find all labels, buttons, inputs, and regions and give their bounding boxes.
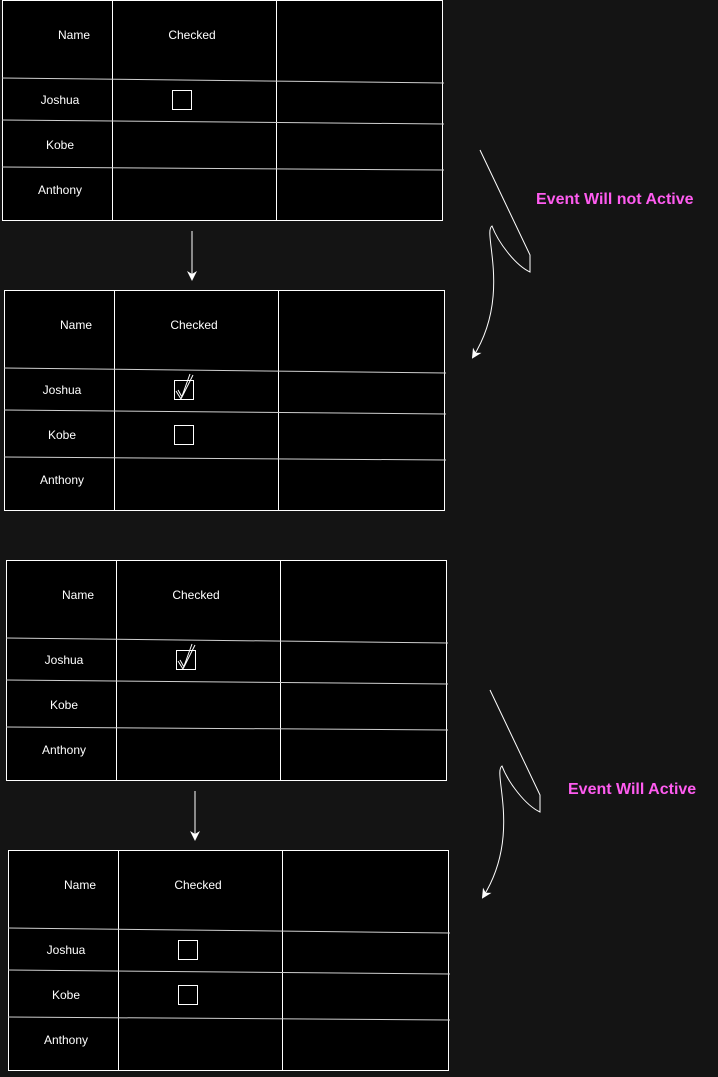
row-name: Kobe (49, 698, 79, 712)
column-header: Checked (174, 878, 222, 892)
row-name: Anthony (37, 183, 83, 197)
annotation-event-not-active: Event Will not Active (536, 191, 694, 208)
row-name: Anthony (43, 1033, 89, 1047)
row-name: Joshua (46, 943, 86, 957)
column-header: Checked (168, 28, 216, 42)
row-name: Joshua (42, 383, 82, 397)
checkbox-unchecked[interactable] (175, 426, 194, 445)
state-table-2 (4, 290, 446, 511)
checkbox-unchecked[interactable] (179, 986, 198, 1005)
column-header: Name (63, 878, 97, 892)
state-table-4 (8, 850, 450, 1071)
tables-layer (2, 0, 450, 1071)
row-name: Joshua (40, 93, 80, 107)
column-header: Name (57, 28, 91, 42)
checkbox-unchecked[interactable] (173, 91, 192, 110)
state-table-3 (6, 560, 448, 781)
row-name: Kobe (51, 988, 81, 1002)
checkbox-unchecked[interactable] (179, 941, 198, 960)
column-header: Checked (170, 318, 218, 332)
column-header: Name (59, 318, 93, 332)
row-name: Anthony (39, 473, 85, 487)
row-name: Joshua (44, 653, 84, 667)
row-name: Anthony (41, 743, 87, 757)
row-name: Kobe (47, 428, 77, 442)
column-header: Name (61, 588, 95, 602)
curved-arrow-1 (473, 150, 530, 357)
column-header: Checked (172, 588, 220, 602)
annotation-event-active: Event Will Active (568, 781, 697, 798)
row-name: Kobe (45, 138, 75, 152)
state-table-1 (2, 0, 444, 221)
curved-arrow-2 (483, 690, 540, 897)
